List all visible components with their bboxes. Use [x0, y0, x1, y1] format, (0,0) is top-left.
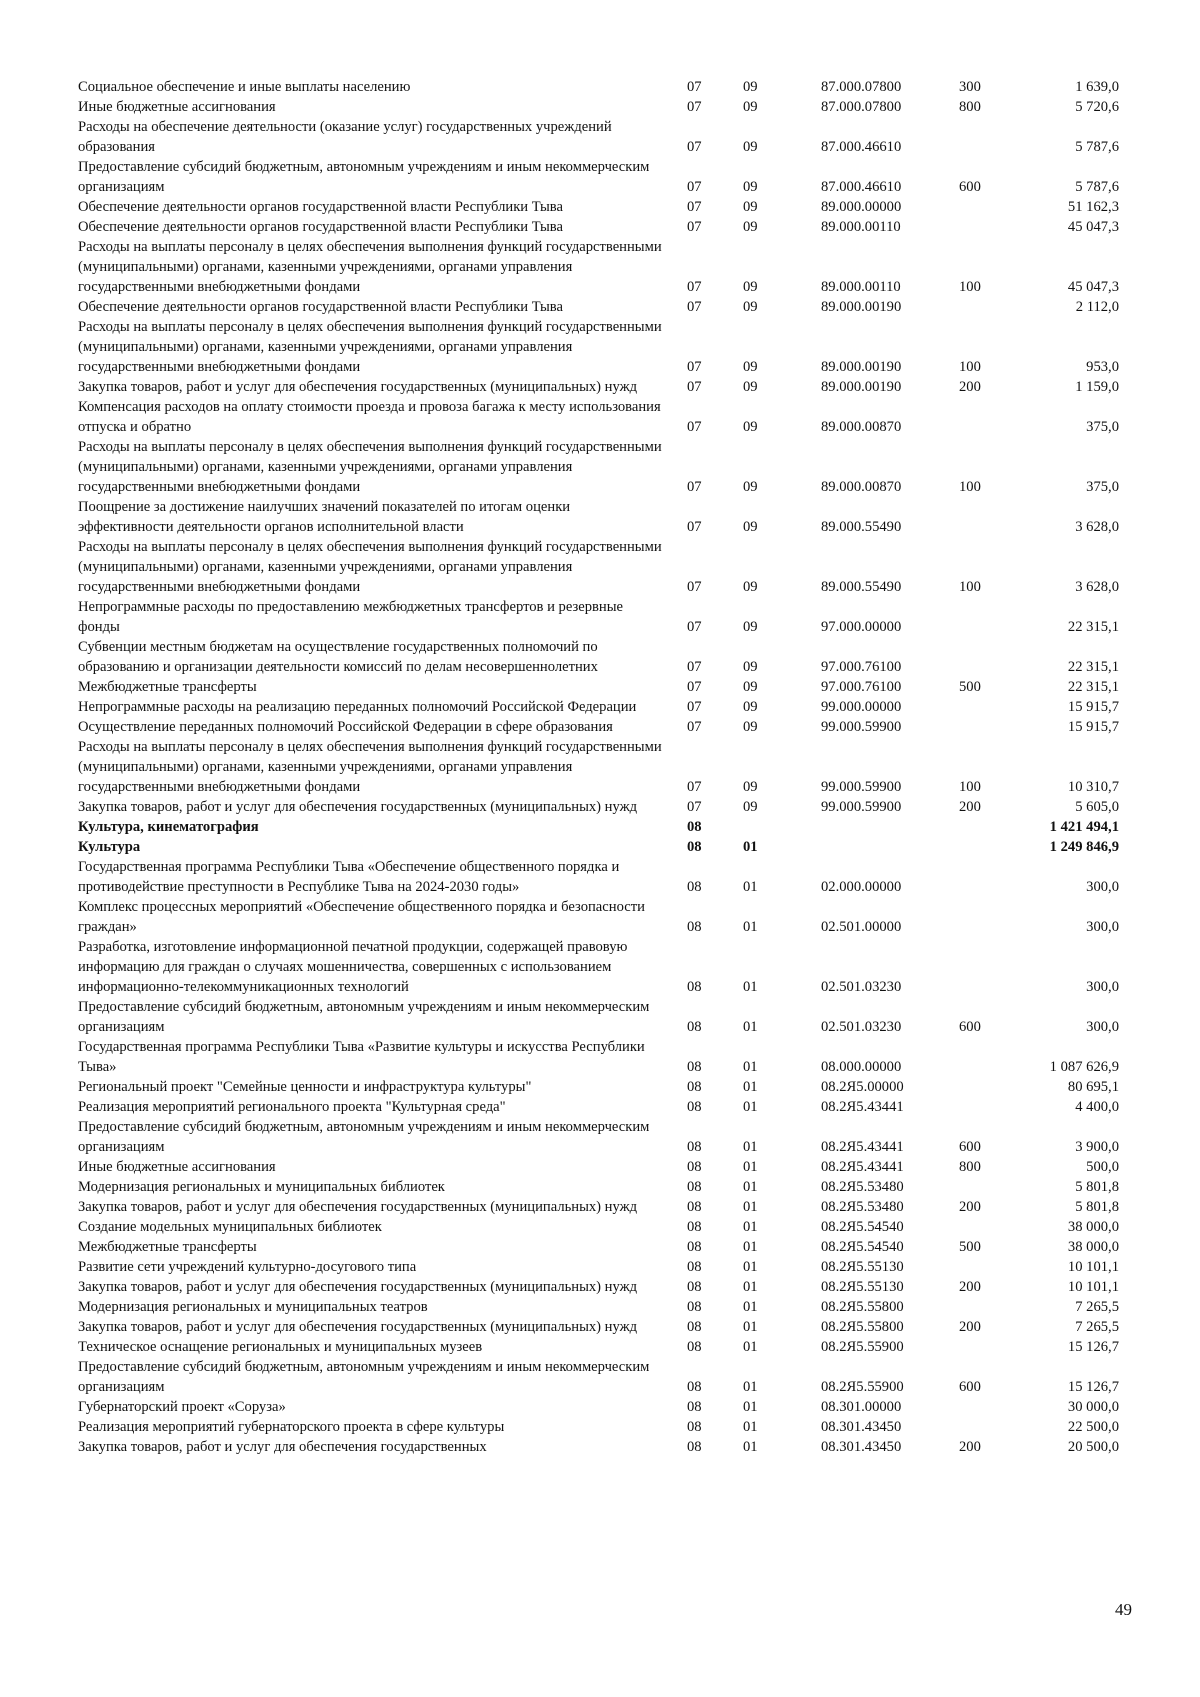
row-pr: 09	[743, 179, 758, 195]
row-sum: 5 787,6	[1075, 179, 1119, 195]
row-sum: 1 249 846,9	[1049, 839, 1119, 855]
table-row	[78, 857, 1128, 897]
table-row	[78, 437, 1128, 497]
row-name: Субвенции местным бюджетам на осуществление государственных полномочий по образованию и организации деятельности комиссий по делам несовершеннолетних	[78, 639, 598, 675]
row-vr: 100	[959, 479, 981, 495]
row-rz: 08	[687, 1219, 702, 1235]
table-row	[78, 717, 1128, 737]
row-vr: 300	[959, 79, 981, 95]
table-row	[78, 537, 1128, 597]
table-row	[78, 237, 1128, 297]
row-name: Реализация мероприятий губернаторского проекта в сфере культуры	[78, 1419, 505, 1435]
row-csr: 99.000.59900	[821, 799, 902, 815]
row-csr: 87.000.46610	[821, 179, 902, 195]
row-csr: 97.000.76100	[821, 679, 902, 695]
row-rz: 07	[687, 719, 702, 735]
row-name: Расходы на выплаты персоналу в целях обеспечения выполнения функций государственными (муниципальными) органами, казенными учреждениями, органами управления государственными внебюджетными фондами	[78, 239, 662, 295]
row-sum: 1 639,0	[1075, 79, 1119, 95]
row-pr: 01	[743, 1339, 758, 1355]
row-pr: 01	[743, 1219, 758, 1235]
row-csr: 99.000.59900	[821, 719, 902, 735]
row-pr: 01	[743, 839, 758, 855]
table-row	[78, 1097, 1128, 1117]
row-rz: 07	[687, 579, 702, 595]
row-rz: 07	[687, 619, 702, 635]
row-rz: 07	[687, 519, 702, 535]
row-sum: 1 159,0	[1075, 379, 1119, 395]
table-row	[78, 1297, 1128, 1317]
row-name: Создание модельных муниципальных библиотек	[78, 1219, 382, 1235]
row-pr: 01	[743, 1139, 758, 1155]
row-pr: 01	[743, 1179, 758, 1195]
row-name: Государственная программа Республики Тыва «Обеспечение общественного порядка и противодействие преступности в Республике Тыва на 2024-2030 годы»	[78, 859, 620, 895]
row-sum: 15 915,7	[1067, 719, 1119, 735]
row-name: Предоставление субсидий бюджетным, автономным учреждениям и иным некоммерческим организациям	[78, 159, 650, 195]
row-vr: 600	[959, 179, 981, 195]
row-rz: 08	[687, 1299, 702, 1315]
row-pr: 01	[743, 1439, 758, 1455]
table-row	[78, 1177, 1128, 1197]
row-csr: 89.000.00000	[821, 199, 902, 215]
row-sum: 45 047,3	[1067, 279, 1119, 295]
row-sum: 953,0	[1086, 359, 1119, 375]
row-csr: 02.501.00000	[821, 919, 902, 935]
row-name: Закупка товаров, работ и услуг для обеспечения государственных (муниципальных) нужд	[78, 1319, 638, 1335]
row-sum: 15 126,7	[1067, 1379, 1119, 1395]
row-pr: 09	[743, 379, 758, 395]
row-name: Разработка, изготовление информационной печатной продукции, содержащей правовую информацию для граждан о случаях мошенничества, совершенных с использованием информационно-телекоммуникационных технологий	[78, 939, 628, 995]
row-sum: 5 801,8	[1075, 1199, 1119, 1215]
row-csr: 08.2Я5.55130	[821, 1259, 904, 1275]
row-csr: 89.000.00870	[821, 419, 902, 435]
row-pr: 01	[743, 1379, 758, 1395]
row-name: Межбюджетные трансферты	[78, 679, 257, 695]
row-csr: 97.000.00000	[821, 619, 902, 635]
row-rz: 07	[687, 139, 702, 155]
row-vr: 200	[959, 799, 981, 815]
row-csr: 08.2Я5.43441	[821, 1139, 904, 1155]
row-csr: 08.2Я5.53480	[821, 1179, 904, 1195]
row-sum: 1 421 494,1	[1049, 819, 1119, 835]
table-row	[78, 737, 1128, 797]
row-pr: 01	[743, 919, 758, 935]
row-rz: 08	[687, 1239, 702, 1255]
row-rz: 08	[687, 879, 702, 895]
row-rz: 08	[687, 1199, 702, 1215]
table-row	[78, 157, 1128, 197]
table-row	[78, 1437, 1128, 1457]
row-pr: 09	[743, 659, 758, 675]
table-row	[78, 1357, 1128, 1397]
row-pr: 01	[743, 1319, 758, 1335]
row-vr: 100	[959, 779, 981, 795]
row-sum: 300,0	[1086, 979, 1119, 995]
row-pr: 01	[743, 879, 758, 895]
row-sum: 300,0	[1086, 919, 1119, 935]
table-row	[78, 637, 1128, 677]
table-row	[78, 1197, 1128, 1217]
row-csr: 02.000.00000	[821, 879, 902, 895]
row-rz: 07	[687, 299, 702, 315]
row-name: Культура, кинематография	[78, 819, 259, 835]
row-rz: 08	[687, 1139, 702, 1155]
row-pr: 09	[743, 719, 758, 735]
table-row	[78, 1217, 1128, 1237]
row-sum: 51 162,3	[1067, 199, 1119, 215]
row-rz: 08	[687, 1399, 702, 1415]
table-row	[78, 697, 1128, 717]
table-row	[78, 1337, 1128, 1357]
row-sum: 80 695,1	[1067, 1079, 1119, 1095]
row-rz: 07	[687, 359, 702, 375]
row-vr: 100	[959, 579, 981, 595]
row-csr: 08.2Я5.43441	[821, 1159, 904, 1175]
row-pr: 09	[743, 699, 758, 715]
row-rz: 08	[687, 1099, 702, 1115]
row-vr: 200	[959, 1199, 981, 1215]
table-row	[78, 317, 1128, 377]
row-csr: 89.000.00870	[821, 479, 902, 495]
table-row	[78, 117, 1128, 157]
row-pr: 09	[743, 359, 758, 375]
table-row	[78, 397, 1128, 437]
row-vr: 500	[959, 1239, 981, 1255]
row-name: Государственная программа Республики Тыва «Развитие культуры и искусства Республики Тыва»	[78, 1039, 645, 1075]
row-sum: 22 315,1	[1067, 679, 1119, 695]
row-csr: 89.000.00190	[821, 359, 902, 375]
row-csr: 02.501.03230	[821, 1019, 902, 1035]
row-csr: 87.000.46610	[821, 139, 902, 155]
row-sum: 5 605,0	[1075, 799, 1119, 815]
row-pr: 01	[743, 1239, 758, 1255]
row-pr: 01	[743, 1279, 758, 1295]
row-rz: 08	[687, 1019, 702, 1035]
page-number: 49	[1115, 1600, 1132, 1619]
row-pr: 01	[743, 1059, 758, 1075]
table-row	[78, 1277, 1128, 1297]
row-name: Модернизация региональных и муниципальных библиотек	[78, 1179, 445, 1195]
row-sum: 5 787,6	[1075, 139, 1119, 155]
row-pr: 09	[743, 479, 758, 495]
row-sum: 5 801,8	[1075, 1179, 1119, 1195]
row-pr: 01	[743, 1099, 758, 1115]
table-row	[78, 1257, 1128, 1277]
row-csr: 87.000.07800	[821, 99, 902, 115]
row-name: Расходы на выплаты персоналу в целях обеспечения выполнения функций государственными (муниципальными) органами, казенными учреждениями, органами управления государственными внебюджетными фондами	[78, 319, 662, 375]
row-name: Компенсация расходов на оплату стоимости проезда и провоза багажа к месту использования отпуска и обратно	[78, 399, 661, 435]
row-sum: 2 112,0	[1075, 299, 1119, 315]
row-rz: 08	[687, 1079, 702, 1095]
table-row	[78, 1237, 1128, 1257]
row-pr: 09	[743, 199, 758, 215]
row-csr: 08.2Я5.54540	[821, 1239, 904, 1255]
row-name: Развитие сети учреждений культурно-досугового типа	[78, 1259, 417, 1275]
row-name: Региональный проект "Семейные ценности и инфраструктура культуры"	[78, 1079, 532, 1095]
row-vr: 600	[959, 1139, 981, 1155]
row-vr: 600	[959, 1019, 981, 1035]
row-sum: 3 628,0	[1075, 519, 1119, 535]
row-pr: 01	[743, 1419, 758, 1435]
row-sum: 10 101,1	[1067, 1279, 1119, 1295]
row-name: Губернаторский проект «Соруза»	[78, 1399, 286, 1415]
row-pr: 09	[743, 419, 758, 435]
row-csr: 08.2Я5.53480	[821, 1199, 904, 1215]
table-row	[78, 197, 1128, 217]
row-vr: 600	[959, 1379, 981, 1395]
row-csr: 08.2Я5.55800	[821, 1319, 904, 1335]
row-csr: 08.000.00000	[821, 1059, 902, 1075]
row-sum: 20 500,0	[1067, 1439, 1119, 1455]
row-name: Закупка товаров, работ и услуг для обеспечения государственных (муниципальных) нужд	[78, 379, 638, 395]
row-pr: 09	[743, 139, 758, 155]
row-pr: 09	[743, 279, 758, 295]
row-rz: 07	[687, 419, 702, 435]
table-row	[78, 1417, 1128, 1437]
row-pr: 01	[743, 1079, 758, 1095]
row-name: Расходы на выплаты персоналу в целях обеспечения выполнения функций государственными (муниципальными) органами, казенными учреждениями, органами управления государственными внебюджетными фондами	[78, 739, 662, 795]
row-sum: 45 047,3	[1067, 219, 1119, 235]
row-csr: 87.000.07800	[821, 79, 902, 95]
row-sum: 3 900,0	[1075, 1139, 1119, 1155]
row-sum: 15 126,7	[1067, 1339, 1119, 1355]
row-csr: 89.000.55490	[821, 579, 902, 595]
row-vr: 200	[959, 379, 981, 395]
row-csr: 89.000.55490	[821, 519, 902, 535]
row-csr: 89.000.00110	[821, 279, 901, 295]
row-rz: 08	[687, 1339, 702, 1355]
row-sum: 30 000,0	[1067, 1399, 1119, 1415]
table-row	[78, 897, 1128, 937]
row-pr: 01	[743, 1399, 758, 1415]
row-csr: 08.2Я5.55900	[821, 1339, 904, 1355]
row-rz: 07	[687, 479, 702, 495]
table-row	[78, 1117, 1128, 1157]
row-csr: 89.000.00190	[821, 379, 902, 395]
row-pr: 09	[743, 779, 758, 795]
row-vr: 800	[959, 1159, 981, 1175]
row-rz: 08	[687, 1179, 702, 1195]
row-name: Осуществление переданных полномочий Российской Федерации в сфере образования	[78, 719, 613, 735]
row-rz: 08	[687, 1159, 702, 1175]
row-sum: 15 915,7	[1067, 699, 1119, 715]
row-rz: 08	[687, 1439, 702, 1455]
row-sum: 4 400,0	[1075, 1099, 1119, 1115]
row-name: Закупка товаров, работ и услуг для обеспечения государственных (муниципальных) нужд	[78, 1279, 638, 1295]
row-rz: 08	[687, 1059, 702, 1075]
table-row	[78, 1037, 1128, 1077]
table-row	[78, 77, 1128, 97]
row-csr: 08.2Я5.55130	[821, 1279, 904, 1295]
row-name: Расходы на выплаты персоналу в целях обеспечения выполнения функций государственными (муниципальными) органами, казенными учреждениями, органами управления государственными внебюджетными фондами	[78, 439, 662, 495]
row-vr: 500	[959, 679, 981, 695]
row-sum: 22 315,1	[1067, 619, 1119, 635]
row-name: Расходы на выплаты персоналу в целях обеспечения выполнения функций государственными (муниципальными) органами, казенными учреждениями, органами управления государственными внебюджетными фондами	[78, 539, 662, 595]
row-csr: 99.000.59900	[821, 779, 902, 795]
row-sum: 300,0	[1086, 1019, 1119, 1035]
row-name: Непрограммные расходы по предоставлению межбюджетных трансфертов и резервные фонды	[78, 599, 624, 635]
row-sum: 1 087 626,9	[1049, 1059, 1119, 1075]
table-row	[78, 837, 1128, 857]
row-csr: 08.301.00000	[821, 1399, 902, 1415]
row-pr: 09	[743, 679, 758, 695]
row-rz: 07	[687, 779, 702, 795]
row-sum: 22 315,1	[1067, 659, 1119, 675]
row-rz: 07	[687, 79, 702, 95]
row-rz: 08	[687, 1379, 702, 1395]
table-row	[78, 1077, 1128, 1097]
row-csr: 08.2Я5.54540	[821, 1219, 904, 1235]
row-name: Предоставление субсидий бюджетным, автономным учреждениям и иным некоммерческим организациям	[78, 1119, 650, 1155]
budget-table	[78, 77, 1128, 1457]
row-csr: 97.000.76100	[821, 659, 902, 675]
row-sum: 10 310,7	[1067, 779, 1119, 795]
row-csr: 08.301.43450	[821, 1439, 902, 1455]
table-row	[78, 677, 1128, 697]
row-rz: 08	[687, 1419, 702, 1435]
row-pr: 09	[743, 519, 758, 535]
row-sum: 300,0	[1086, 879, 1119, 895]
row-csr: 89.000.00110	[821, 219, 901, 235]
table-row	[78, 497, 1128, 537]
row-vr: 200	[959, 1319, 981, 1335]
row-rz: 07	[687, 379, 702, 395]
row-sum: 375,0	[1086, 479, 1119, 495]
row-csr: 08.301.43450	[821, 1419, 902, 1435]
row-sum: 5 720,6	[1075, 99, 1119, 115]
row-name: Закупка товаров, работ и услуг для обеспечения государственных (муниципальных) нужд	[78, 799, 638, 815]
row-csr: 08.2Я5.43441	[821, 1099, 904, 1115]
row-name: Предоставление субсидий бюджетным, автономным учреждениям и иным некоммерческим организациям	[78, 1359, 650, 1395]
row-sum: 38 000,0	[1067, 1239, 1119, 1255]
row-rz: 08	[687, 1259, 702, 1275]
row-csr: 08.2Я5.00000	[821, 1079, 904, 1095]
row-pr: 01	[743, 1159, 758, 1175]
row-csr: 08.2Я5.55900	[821, 1379, 904, 1395]
row-csr: 02.501.03230	[821, 979, 902, 995]
table-row	[78, 1397, 1128, 1417]
row-sum: 500,0	[1086, 1159, 1119, 1175]
table-row	[78, 97, 1128, 117]
row-rz: 07	[687, 799, 702, 815]
row-pr: 01	[743, 1199, 758, 1215]
table-row	[78, 597, 1128, 637]
row-name: Обеспечение деятельности органов государственной власти Республики Тыва	[78, 299, 563, 315]
row-csr: 99.000.00000	[821, 699, 902, 715]
row-name: Социальное обеспечение и иные выплаты населению	[78, 79, 411, 95]
row-pr: 09	[743, 299, 758, 315]
row-csr: 08.2Я5.55800	[821, 1299, 904, 1315]
row-pr: 09	[743, 579, 758, 595]
row-name: Иные бюджетные ассигнования	[78, 99, 276, 115]
row-name: Обеспечение деятельности органов государственной власти Республики Тыва	[78, 219, 563, 235]
row-sum: 10 101,1	[1067, 1259, 1119, 1275]
row-pr: 01	[743, 979, 758, 995]
row-rz: 08	[687, 919, 702, 935]
row-name: Комплекс процессных мероприятий «Обеспечение общественного порядка и безопасности граждан»	[78, 899, 645, 935]
row-name: Закупка товаров, работ и услуг для обеспечения государственных (муниципальных) нужд	[78, 1199, 638, 1215]
table-row	[78, 1317, 1128, 1337]
row-rz: 07	[687, 179, 702, 195]
row-name: Иные бюджетные ассигнования	[78, 1159, 276, 1175]
row-rz: 07	[687, 219, 702, 235]
row-sum: 3 628,0	[1075, 579, 1119, 595]
row-vr: 200	[959, 1279, 981, 1295]
table-row	[78, 297, 1128, 317]
row-name: Обеспечение деятельности органов государственной власти Республики Тыва	[78, 199, 563, 215]
row-name: Поощрение за достижение наилучших значений показателей по итогам оценки эффективности деятельности органов исполнительной власти	[78, 499, 571, 535]
row-pr: 09	[743, 219, 758, 235]
row-name: Предоставление субсидий бюджетным, автономным учреждениям и иным некоммерческим организациям	[78, 999, 650, 1035]
table-row	[78, 937, 1128, 997]
row-pr: 09	[743, 79, 758, 95]
row-vr: 800	[959, 99, 981, 115]
row-rz: 08	[687, 839, 702, 855]
row-vr: 100	[959, 279, 981, 295]
table-row	[78, 377, 1128, 397]
row-sum: 22 500,0	[1067, 1419, 1119, 1435]
table-row	[78, 817, 1128, 837]
row-sum: 375,0	[1086, 419, 1119, 435]
row-pr: 01	[743, 1259, 758, 1275]
row-rz: 07	[687, 99, 702, 115]
row-sum: 38 000,0	[1067, 1219, 1119, 1235]
row-name: Культура	[78, 839, 141, 855]
row-rz: 08	[687, 979, 702, 995]
row-csr: 89.000.00190	[821, 299, 902, 315]
row-vr: 100	[959, 359, 981, 375]
row-pr: 01	[743, 1299, 758, 1315]
row-name: Непрограммные расходы на реализацию переданных полномочий Российской Федерации	[78, 699, 637, 715]
row-rz: 07	[687, 659, 702, 675]
row-name: Закупка товаров, работ и услуг для обеспечения государственных	[78, 1439, 487, 1455]
row-name: Модернизация региональных и муниципальных театров	[78, 1299, 428, 1315]
row-name: Расходы на обеспечение деятельности (оказание услуг) государственных учреждений образования	[78, 119, 612, 155]
row-pr: 09	[743, 99, 758, 115]
row-rz: 08	[687, 819, 702, 835]
row-rz: 07	[687, 199, 702, 215]
row-name: Реализация мероприятий регионального проекта "Культурная среда"	[78, 1099, 506, 1115]
row-rz: 07	[687, 279, 702, 295]
row-vr: 200	[959, 1439, 981, 1455]
table-row	[78, 217, 1128, 237]
row-sum: 7 265,5	[1075, 1319, 1119, 1335]
table-row	[78, 797, 1128, 817]
row-pr: 01	[743, 1019, 758, 1035]
row-rz: 07	[687, 679, 702, 695]
row-pr: 09	[743, 619, 758, 635]
row-rz: 08	[687, 1279, 702, 1295]
table-row	[78, 997, 1128, 1037]
table-row	[78, 1157, 1128, 1177]
row-name: Межбюджетные трансферты	[78, 1239, 257, 1255]
row-rz: 07	[687, 699, 702, 715]
row-sum: 7 265,5	[1075, 1299, 1119, 1315]
row-pr: 09	[743, 799, 758, 815]
row-name: Техническое оснащение региональных и муниципальных музеев	[78, 1339, 483, 1355]
row-rz: 08	[687, 1319, 702, 1335]
